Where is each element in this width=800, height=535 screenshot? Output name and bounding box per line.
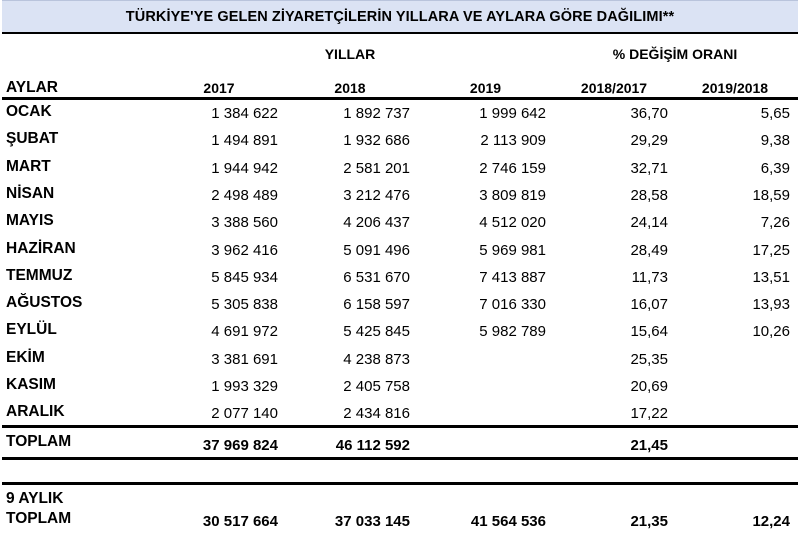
value-2019: 7 016 330: [479, 296, 546, 313]
value-2018: 5 425 845: [343, 323, 410, 340]
change-2018-2017: 17,22: [630, 405, 668, 422]
value-2017: 4 691 972: [211, 323, 278, 340]
col-header-2017: 2017: [203, 80, 235, 96]
change-2018-2017: 11,73: [631, 269, 668, 286]
change-2019-2018: 5,65: [760, 105, 790, 122]
years-group-header: YILLAR: [324, 46, 376, 62]
value-2018: 4 206 437: [343, 214, 410, 231]
change-2019-2018: 17,25: [752, 242, 790, 259]
month-label: AĞUSTOS: [6, 294, 83, 311]
nine-month-2017: 30 517 664: [202, 513, 278, 530]
change-2019-2018: 7,26: [760, 214, 790, 231]
col-header-2019-2018: 2019/2018: [701, 80, 769, 96]
month-label: MAYIS: [6, 212, 54, 229]
value-2019: 5 969 981: [479, 242, 546, 259]
change-2019-2018: 18,59: [752, 187, 790, 204]
change-2018-2017: 25,35: [630, 351, 668, 368]
title-divider: [2, 32, 798, 34]
month-label: HAZİRAN: [6, 240, 76, 257]
value-2019: 7 413 887: [479, 269, 546, 286]
value-2018: 2 434 816: [343, 405, 410, 422]
nine-month-2019: 41 564 536: [470, 513, 546, 530]
value-2018: 6 531 670: [343, 269, 410, 286]
value-2018: 6 158 597: [343, 296, 410, 313]
value-2017: 1 494 891: [211, 132, 278, 149]
change-2019-2018: 6,39: [760, 160, 790, 177]
total-2017: 37 969 824: [202, 437, 278, 454]
month-label: ŞUBAT: [6, 130, 59, 147]
value-2017: 5 845 934: [211, 269, 278, 286]
value-2019: 4 512 020: [479, 214, 546, 231]
value-2017: 1 384 622: [211, 105, 278, 122]
change-2018-2017: 20,69: [630, 378, 668, 395]
value-2019: 2 746 159: [479, 160, 546, 177]
value-2017: 3 381 691: [211, 351, 278, 368]
nine-month-label-line1: 9 AYLIK: [6, 490, 64, 507]
value-2018: 2 405 758: [343, 378, 410, 395]
table-title: TÜRKİYE'YE GELEN ZİYARETÇİLERİN YILLARA VE AYLARA GÖRE DAĞILIMI**: [2, 0, 798, 32]
change-2018-2017: 36,70: [630, 105, 668, 122]
month-label: OCAK: [6, 103, 52, 120]
change-2019-2018: 10,26: [752, 323, 790, 340]
value-2017: 1 944 942: [211, 160, 278, 177]
change-group-header: % DEĞİŞİM ORANI: [612, 46, 738, 62]
nine-month-label-line2: TOPLAM: [6, 510, 72, 527]
value-2017: 3 388 560: [211, 214, 278, 231]
change-2018-2017: 29,29: [630, 132, 668, 149]
total-2018: 46 112 592: [335, 437, 410, 454]
value-2019: 5 982 789: [479, 323, 546, 340]
month-label: KASIM: [6, 376, 56, 393]
nine-month-top-divider: [2, 482, 798, 485]
change-2018-2017: 32,71: [630, 160, 668, 177]
col-header-2018: 2018: [334, 80, 366, 96]
change-2019-2018: 13,93: [752, 296, 790, 313]
value-2019: 1 999 642: [479, 105, 546, 122]
value-2017: 2 077 140: [211, 405, 278, 422]
col-header-2019: 2019: [469, 80, 502, 96]
change-2018-2017: 28,58: [630, 187, 668, 204]
month-label: MART: [6, 158, 51, 175]
months-column-header: AYLAR: [6, 79, 58, 96]
col-header-2018-2017: 2018/2017: [580, 80, 648, 96]
value-2017: 1 993 329: [211, 378, 278, 395]
nine-month-change-2018-2017: 21,35: [630, 513, 668, 530]
total-top-divider: [2, 425, 798, 428]
change-2019-2018: 9,38: [760, 132, 790, 149]
change-2018-2017: 16,07: [630, 296, 668, 313]
value-2017: 3 962 416: [211, 242, 278, 259]
value-2018: 1 932 686: [343, 132, 410, 149]
month-label: ARALIK: [6, 403, 65, 420]
change-2018-2017: 24,14: [630, 214, 668, 231]
value-2018: 2 581 201: [343, 160, 410, 177]
value-2019: 3 809 819: [479, 187, 546, 204]
month-label: NİSAN: [6, 185, 55, 202]
change-2019-2018: 13,51: [752, 269, 790, 286]
value-2017: 5 305 838: [211, 296, 278, 313]
value-2018: 3 212 476: [343, 187, 410, 204]
value-2019: 2 113 909: [480, 132, 546, 149]
total-label: TOPLAM: [6, 433, 72, 450]
value-2018: 1 892 737: [343, 105, 410, 122]
header-divider: [2, 97, 798, 100]
nine-month-2018: 37 033 145: [334, 513, 410, 530]
value-2018: 5 091 496: [343, 242, 410, 259]
month-label: EKİM: [6, 349, 45, 366]
value-2017: 2 498 489: [211, 187, 278, 204]
total-change-2018-2017: 21,45: [630, 437, 668, 454]
total-bottom-divider: [2, 457, 798, 460]
month-label: EYLÜL: [6, 321, 57, 338]
nine-month-change-2019-2018: 12,24: [752, 513, 790, 530]
month-label: TEMMUZ: [6, 267, 73, 284]
change-2018-2017: 15,64: [630, 323, 668, 340]
change-2018-2017: 28,49: [630, 242, 668, 259]
value-2018: 4 238 873: [343, 351, 410, 368]
